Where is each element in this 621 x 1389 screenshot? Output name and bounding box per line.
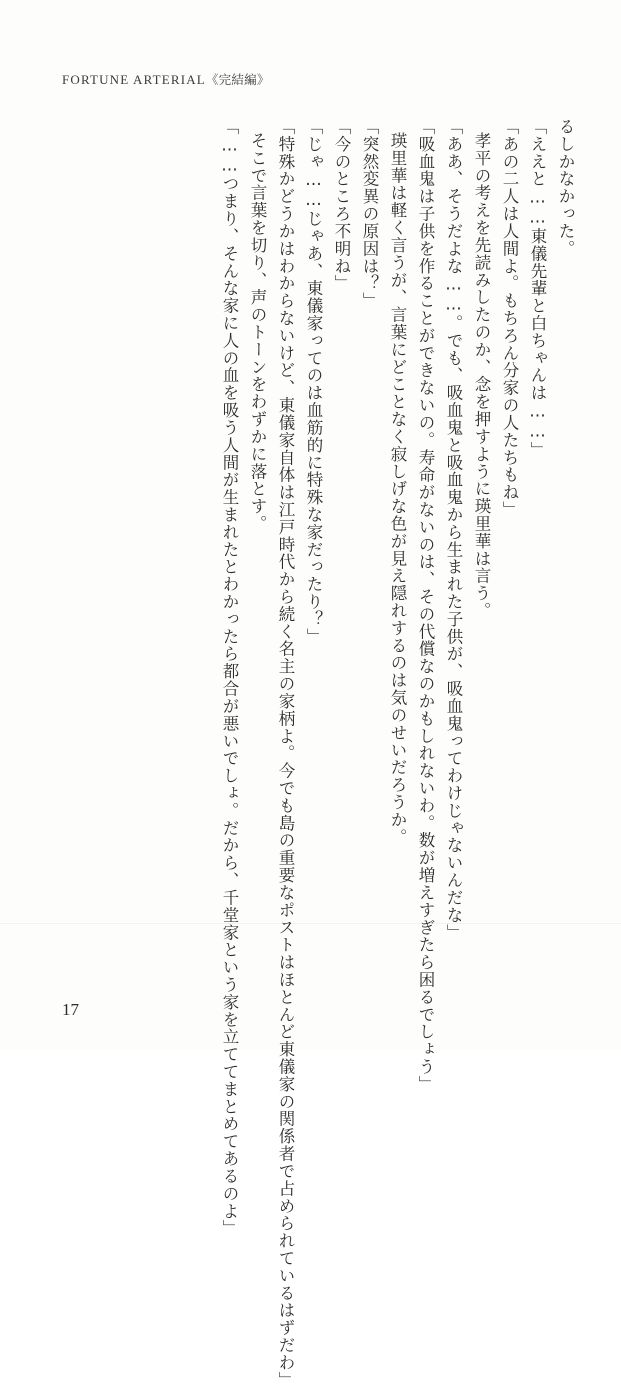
text-column: 孝平の考えを先読みしたのか、念を押すように瑛里華は言う。 [472,132,491,620]
text-column: 「じゃ……じゃあ、東儀家ってのは血筋的に特殊な家だったり？」 [304,118,323,646]
running-head-volume: 《完結編》 [205,72,270,87]
text-column: 「吸血鬼は子供を作ることができないの。寿命がないのは、その代償なのかもしれないわ。数が増えすぎたら困るでしょう」 [416,118,435,1093]
text-column: 「突然変異の原因は？」 [360,118,379,310]
page-number: 17 [62,1000,79,1019]
text-column: 「……つまり、そんな家に人の血を吸う人間が生まれたとわかったら都合が悪いでしょ。だから、千堂家という家を立ててまとめてあるのよ」 [220,118,239,1238]
text-column: るしかなかった。 [556,118,575,258]
text-column: 「ええと……東儀先輩と白ちゃんは……」 [528,118,547,459]
running-head [62,70,270,88]
text-column: 瑛里華は軽く言うが、言葉にどことなく寂しげな色が見え隠れするのは気のせいだろうか。 [388,132,407,846]
text-column: 「特殊かどうかはわからないけど、東儀家自体は江戸時代から続く名主の家柄よ。今でも島の重要なポストはほとんど東儀家の関係者で占められているはずだわ」 [276,118,295,1389]
text-column: 「今のところ不明ね」 [332,118,351,293]
text-column: 「ああ、そうだよな……。でも、吸血鬼と吸血鬼から生まれた子供が、吸血鬼ってわけじゃないんだな」 [444,118,463,942]
scan-shade [0,923,621,924]
text-column: そこで言葉を切り、声のトーンをわずかに落とす。 [248,132,267,533]
text-column: 「あの二人は人間よ。もちろん分家の人たちもね」 [500,118,519,519]
running-head-series: FORTUNE ARTERIAL [62,72,206,87]
